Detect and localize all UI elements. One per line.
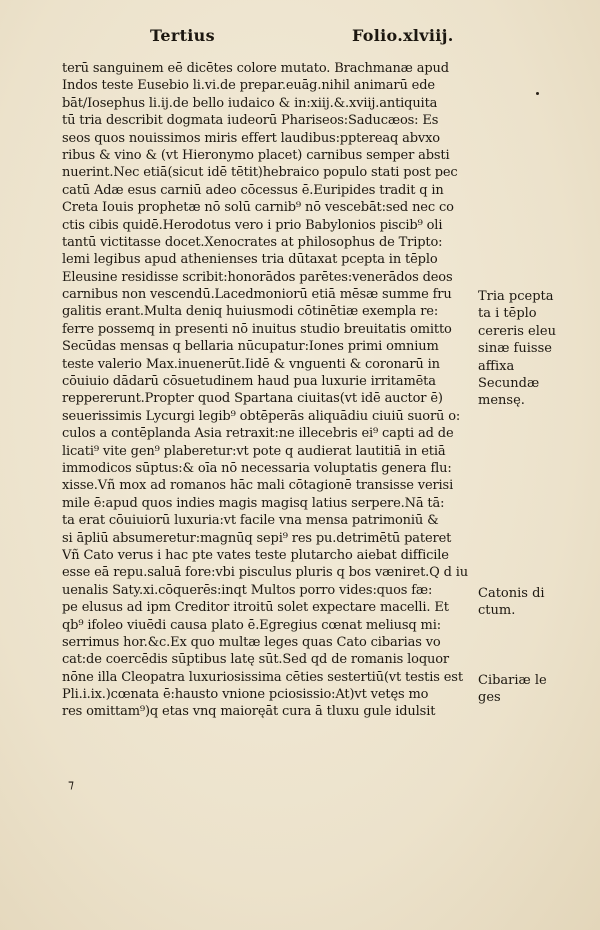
text-line: seuerissimis Lycurgi legib⁹ obtēperās aliquādiu ciuiū suorū o:: [62, 408, 461, 424]
text-line: serrimus hor.&c.Ex quo multæ leges quas Cato cibarias vo: [62, 634, 441, 650]
text-line: ribus & vino & (vt Hieronymo placet) carnibus semper absti: [62, 147, 450, 163]
text-line: tū tria describit dogmata iudeorū Phariseos:Saducæos: Es: [62, 113, 439, 129]
text-line: carnibus non vescendū.Lacedmoniorū etiā mēsæ summe fru: [62, 287, 452, 303]
text-line: qb⁹ ifoleo viuēdi causa plato ē.Egregius cœnat meliusq mi:: [62, 617, 441, 633]
marginal-line: cereris eleu: [478, 323, 556, 339]
text-line: si āpliū absumeretur:magnūq sepi⁹ res pu.detrimētū pateret: [62, 530, 452, 546]
text-line: Vñ Cato verus i hac pte vates teste plutarcho aiebat difficile: [62, 547, 449, 563]
marginal-line: ges: [478, 690, 501, 706]
marginal-line: ta i tēplo: [478, 306, 537, 322]
text-line: ctis cibis quidē.Herodotus vero i prio Babylonios piscib⁹ oli: [62, 217, 443, 233]
text-line: cōuiuio dādarū cōsuetudinem haud pua luxurie irritamēta: [62, 374, 436, 390]
text-line: uenalis Saty.xi.cōquerēs:inqt Multos porro vides:quos fæ:: [62, 582, 433, 598]
text-line: mile ē:apud quos indies magis magisq latius serpere.Nā tā:: [62, 495, 445, 511]
running-header: [0, 26, 600, 52]
text-line: Eleusine residisse scribit:honorādos parētes:venerādos deos: [62, 269, 453, 285]
text-line: immodicos sūptus:& oīa nō necessaria voluptatis genera flu:: [62, 460, 452, 476]
text-line: xisse.Vñ mox ad romanos hāc mali cōtagionē transisse verisi: [62, 478, 454, 494]
ink-speck: [536, 92, 539, 95]
main-text-block: [62, 60, 474, 721]
text-line: teste valerio Max.inuenerūt.Iidē & vnguenti & coronarū in: [62, 356, 440, 372]
text-line: res omittam⁹)q etas vnq maioręāt cura ā tluxu gule idulsit: [62, 704, 436, 720]
header-book-label: Tertius: [150, 26, 215, 45]
text-line: ferre possemq in presenti nō inuitus studio breuitatis omitto: [62, 321, 452, 337]
text-line: reppererunt.Propter quod Spartana ciuitas(vt idē auctor ē): [62, 391, 443, 407]
marginal-line: Cibariæ le: [478, 673, 547, 688]
text-line: licati⁹ vite gen⁹ plaberetur:vt pote q audierat lautitiā in etiā: [62, 443, 446, 459]
text-line: lemi legibus apud athenienses tria dūtaxat pcepta in tēplo: [62, 252, 438, 268]
text-line: Indos teste Eusebio li.vi.de prepar.euāg.nihil animarū ede: [62, 78, 435, 94]
marginal-line: Tria pcepta: [478, 289, 554, 304]
paragraph-mark: ⁊: [68, 777, 74, 791]
text-line: pe elusus ad ipm Creditor itroitū solet expectare macelli. Et: [62, 600, 449, 616]
text-line: Creta Iouis prophetæ nō solū carnib⁹ nō vescebāt:sed nec co: [62, 200, 454, 216]
text-line: terū sanguinem eē dicētes colore mutato. Brachmanæ apud: [62, 61, 449, 76]
text-line: nuerint.Nec etiā(sicut idē tētit)hebraico populo stati post pec: [62, 165, 458, 181]
text-line: cat:de coercēdis sūptibus latę sūt.Sed qd de romanis loquor: [62, 652, 449, 668]
text-line: seos quos nouissimos miris effert laudibus:pptereaq abvxo: [62, 130, 440, 146]
marginal-note-cibariae-leges: [478, 672, 582, 707]
text-line: culos a contēplanda Asia retraxit:ne illecebris ei⁹ capti ad de: [62, 426, 454, 442]
marginal-note-tria-precepta: [478, 288, 582, 410]
marginal-line: mensę.: [478, 393, 525, 409]
text-line: catū Adæ esus carniū adeo cōcessus ē.Euripides tradit q in: [62, 182, 444, 198]
marginal-line: affixa: [478, 358, 515, 374]
text-line: Pli.i.ix.)cœnata ē:hausto vnione pciosissio:At)vt vetęs mo: [62, 687, 429, 703]
marginal-line: Secundæ: [478, 376, 540, 392]
marginal-line: ctum.: [478, 603, 516, 619]
text-line: bāt/Iosephus li.ij.de bello iudaico & in:xiij.&.xviij.antiquita: [62, 95, 438, 111]
text-line: nōne illa Cleopatra luxuriosissima cēties sestertiū(vt testis est: [62, 669, 463, 685]
text-line: ta erat cōuiuiorū luxuria:vt facile vna mensa patrimoniū &: [62, 513, 439, 529]
marginal-line: sinæ fuisse: [478, 341, 552, 357]
text-line: Secūdas mensas q bellaria nūcupatur:Iones primi omnium: [62, 339, 439, 355]
text-line: esse eā repu.saluā fore:vbi pisculus pluris q bos væniret.Q d iu: [62, 565, 468, 581]
text-line: galitis erant.Multa deniq huiusmodi cōtinētiæ exempla re:: [62, 304, 439, 320]
header-folio-number: Folio.xlviij.: [352, 26, 454, 45]
marginal-line: Catonis di: [478, 586, 545, 601]
text-line: tantū victitasse docet.Xenocrates at philosophus de Tripto:: [62, 234, 443, 250]
marginal-note-catonis-dictum: [478, 585, 582, 620]
